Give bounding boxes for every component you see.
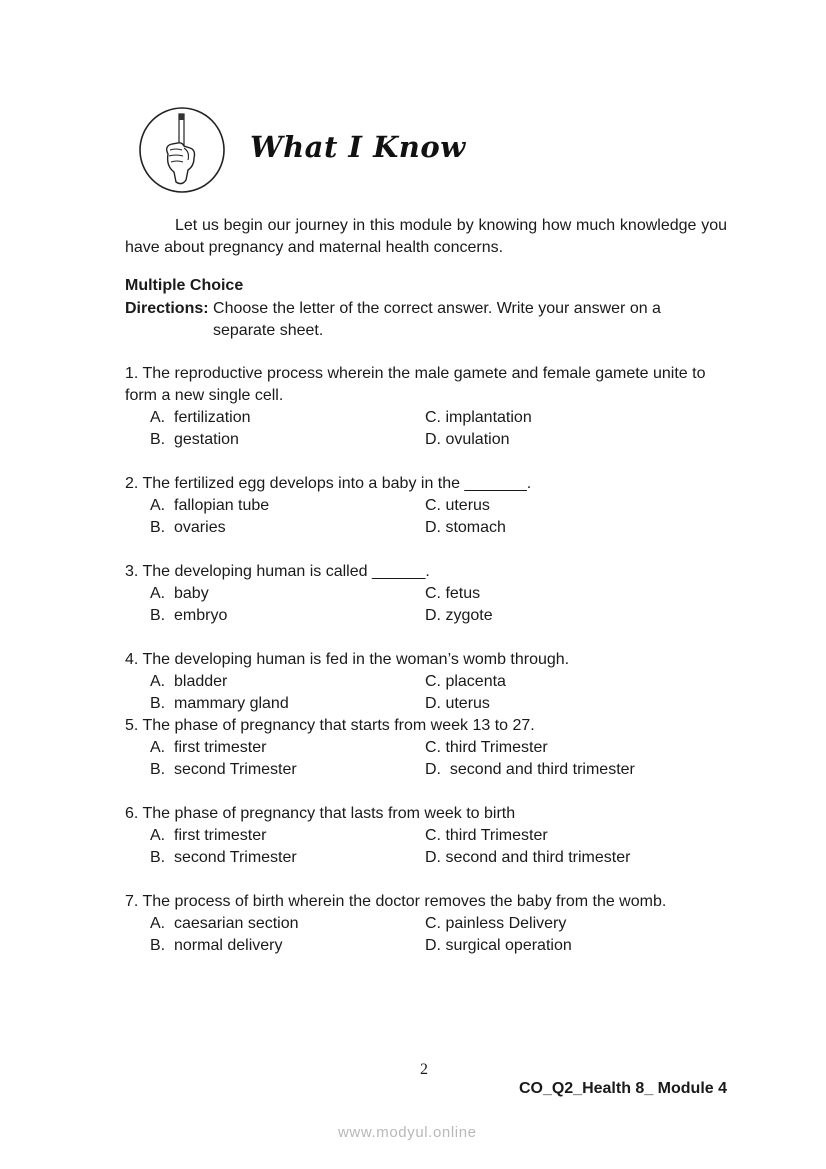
- choice-c: C. third Trimester: [425, 739, 548, 756]
- question-6: [125, 803, 729, 869]
- choice-d: D. second and third trimester: [425, 849, 631, 866]
- multiple-choice-heading: Multiple Choice: [125, 277, 244, 294]
- question-stem: 2. The fertilized egg develops into a baby in the _______.: [125, 475, 532, 492]
- choice-b: B. second Trimester: [150, 849, 297, 866]
- question-stem: 1. The reproductive process wherein the male gamete and female gamete unite to form a new single cell.: [125, 365, 706, 404]
- directions-text-line2: separate sheet.: [213, 322, 324, 339]
- question-3: [125, 561, 729, 627]
- choice-d: D. surgical operation: [425, 937, 572, 954]
- choice-b: B. mammary gland: [150, 695, 289, 712]
- question-stem: 3. The developing human is called ______.: [125, 563, 430, 580]
- choice-d: D. second and third trimester: [425, 761, 635, 778]
- choice-b: B. second Trimester: [150, 761, 297, 778]
- question-stem: 7. The process of birth wherein the doctor removes the baby from the womb.: [125, 893, 667, 910]
- choice-c: C. uterus: [425, 497, 490, 514]
- choice-a: A. bladder: [150, 673, 228, 690]
- page-number: 2: [420, 1061, 428, 1078]
- choice-d: D. stomach: [425, 519, 506, 536]
- intro-paragraph: Let us begin our journey in this module by knowing how much knowledge you have about pregnancy and maternal health concerns.: [125, 217, 727, 256]
- choice-b: B. embryo: [150, 607, 228, 624]
- question-stem: 5. The phase of pregnancy that starts from week 13 to 27.: [125, 717, 535, 734]
- question-1: [125, 363, 729, 451]
- choice-b: B. normal delivery: [150, 937, 283, 954]
- module-code: CO_Q2_Health 8_ Module 4: [518, 1080, 727, 1097]
- choice-d: D. zygote: [425, 607, 493, 624]
- choice-c: C. third Trimester: [425, 827, 548, 844]
- choice-a: A. first trimester: [150, 739, 267, 756]
- choice-c: C. fetus: [425, 585, 481, 602]
- section-title: What I Know: [250, 130, 466, 164]
- choice-b: B. ovaries: [150, 519, 226, 536]
- choice-c: C. implantation: [425, 409, 532, 426]
- choice-d: D. uterus: [425, 695, 490, 712]
- choice-a: A. caesarian section: [150, 915, 299, 932]
- directions: [125, 298, 727, 342]
- choice-b: B. gestation: [150, 431, 239, 448]
- choice-c: C. painless Delivery: [425, 915, 567, 932]
- question-stem: 4. The developing human is fed in the woman’s womb through.: [125, 651, 570, 668]
- question-7: [125, 891, 729, 957]
- question-4: [125, 649, 729, 715]
- choice-c: C. placenta: [425, 673, 506, 690]
- hand-holding-pencil-icon: [138, 106, 226, 194]
- watermark: www.modyul.online: [338, 1124, 477, 1141]
- choice-a: A. fallopian tube: [150, 497, 270, 514]
- choice-a: A. fertilization: [150, 409, 251, 426]
- choice-d: D. ovulation: [425, 431, 510, 448]
- directions-text: Choose the letter of the correct answer. Write your answer on a: [213, 300, 661, 317]
- choice-a: A. baby: [150, 585, 209, 602]
- choice-a: A. first trimester: [150, 827, 267, 844]
- directions-label: Directions:: [125, 300, 209, 317]
- question-stem: 6. The phase of pregnancy that lasts from week to birth: [125, 805, 516, 822]
- question-2: [125, 473, 729, 539]
- question-5: [125, 715, 729, 781]
